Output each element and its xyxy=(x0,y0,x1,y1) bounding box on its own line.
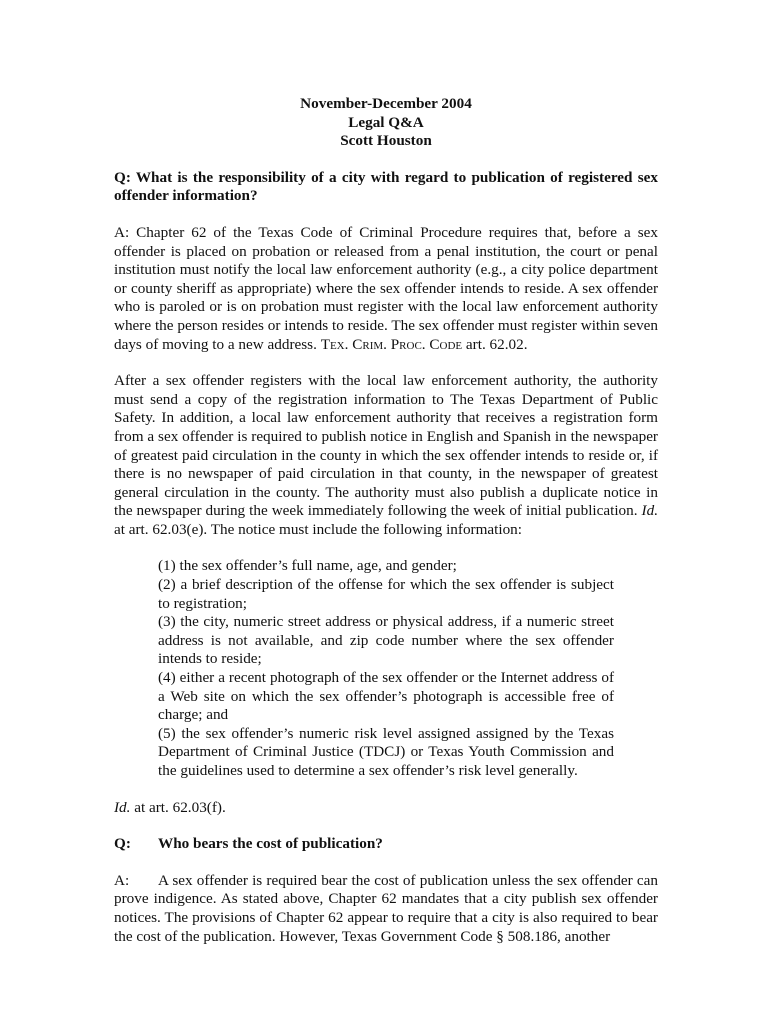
answer-1-paragraph-2 xyxy=(114,372,658,539)
statute-article: art. 62.02. xyxy=(462,335,528,353)
notice-requirements-list xyxy=(158,557,614,780)
document-header xyxy=(114,95,658,151)
list-item: (2) a brief description of the offense for which the sex offender is subject to registration; xyxy=(158,576,614,612)
answer-1-paragraph-1 xyxy=(114,224,658,354)
list-item: (4) either a recent photograph of the sex offender or the Internet address of a Web site on which the sex offender’s photograph is accessible free of charge; and xyxy=(158,669,614,724)
list-item: (3) the city, numeric street address or physical address, if a numeric street address is not available, and zip code number where the sex offender intends to reside; xyxy=(158,613,614,668)
list-item: (5) the sex offender’s numeric risk level assigned assigned by the Texas Department of Criminal Justice (TDCJ) or Texas Youth Commission and the guidelines used to determine a sex offender’s risk level generally. xyxy=(158,724,614,779)
document-page xyxy=(114,95,658,946)
answer-2-text-end: at art. 62.03(e). The notice must include the following information: xyxy=(114,520,522,538)
question-2-lead: Q: xyxy=(114,835,131,853)
id-citation: Id. xyxy=(641,502,658,520)
section-title: Legal Q&A xyxy=(348,113,424,131)
issue-date: November-December 2004 xyxy=(300,95,472,112)
question-2-text: Who bears the cost of publication? xyxy=(158,835,383,853)
statute-citation: Tex. Crim. Proc. Code xyxy=(320,335,463,353)
citation-article: at art. 62.03(f). xyxy=(130,798,226,816)
question-1: Q: What is the responsibility of a city with regard to publication of registered sex offender information? xyxy=(114,168,658,205)
id-citation: Id. xyxy=(114,798,131,816)
question-2 xyxy=(114,835,658,854)
answer-1-text: A: Chapter 62 of the Texas Code of Criminal Procedure requires that, before a sex offender is placed on probation or released from a penal institution, the court or penal institution must notify the local law enforcement authority (e.g., a city police department or county sheriff as appropriate) where the sex offender intends to reside. A sex offender who is paroled or is on probation must register with the local law enforcement authority where the person resides or intends to reside. The sex offender must register within seven days of moving to a new address. xyxy=(114,223,658,353)
answer-2-body: A sex offender is required bear the cost of publication unless the sex offender can prove indigence. As stated above, Chapter 62 mandates that a city publish sex offender notices. The provisions of Chapter 62 appear to require that a city is also required to bear the cost of the publication. However, Texas Government Code § 508.186, another xyxy=(114,871,658,945)
answer-2-text: After a sex offender registers with the local law enforcement authority, the authority must send a copy of the registration information to The Texas Department of Public Safety. In addition, a local law enforcement authority that receives a registration form from a sex offender is required to publish notice in English and Spanish in the newspaper of greatest paid circulation in the county in which the sex offender intends to reside or, if there is no newspaper of paid circulation in that county, in the newspaper of greatest general circulation in the county. The authority must also publish a duplicate notice in the newspaper during the week immediately following the week of initial publication. xyxy=(114,372,658,520)
list-item: (1) the sex offender’s full name, age, and gender; xyxy=(158,557,457,575)
id-citation-line xyxy=(114,799,658,818)
answer-2 xyxy=(114,872,658,946)
author-name: Scott Houston xyxy=(340,132,432,150)
answer-2-lead: A: xyxy=(114,871,130,889)
